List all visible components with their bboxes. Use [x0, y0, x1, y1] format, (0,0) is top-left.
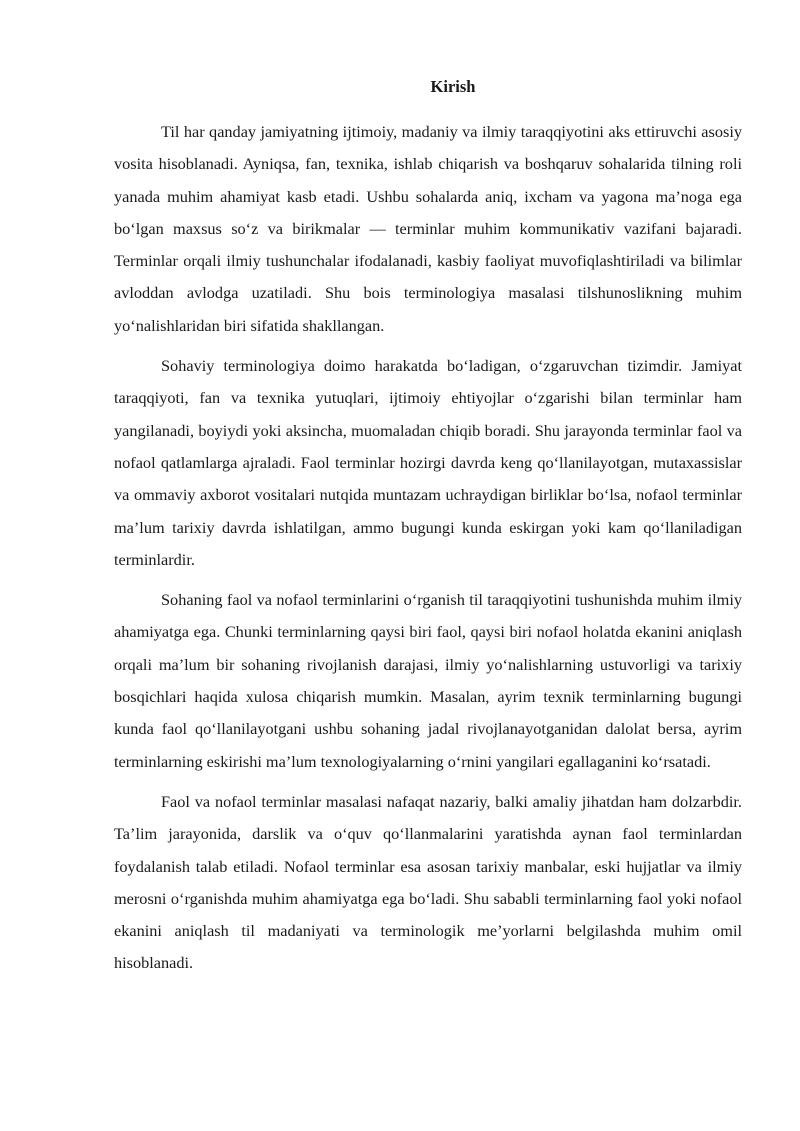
section-title: Kirish: [430, 77, 476, 96]
paragraph-3: Sohaning faol va nofaol terminlarini o‘rganish til taraqqiyotini tushunishda muhim ilmiy ahamiyatga ega. Chunki terminlarning qaysi biri faol, qaysi biri nofaol holatda ekanini aniqlash orqali ma’lum bir sohaning rivojlanish darajasi, ilmiy yo‘nalishlarning ustuvorligi va tarixiy bosqichlari haqida xulosa chiqarish mumkin. Masalan, ayrim texnik terminlarning bugungi kunda faol qo‘llanilayotgani ushbu sohaning jadal rivojlanayotganidan dalolat bersa, ayrim terminlarning eskirishi ma’lum texnologiyalarning o‘rnini yangilari egallaganini ko‘rsatadi.: [114, 590, 742, 771]
paragraph-1: Til har qanday jamiyatning ijtimoiy, madaniy va ilmiy taraqqiyotini aks ettiruvchi asosiy vosita hisoblanadi. Ayniqsa, fan, texnika, ishlab chiqarish va boshqaruv sohalarida tilning roli yanada muhim ahamiyat kasb etadi. Ushbu sohalarda aniq, ixcham va yagona ma’noga ega bo‘lgan maxsus so‘z va birikmalar — terminlar muhim kommunikativ vazifani bajaradi. Terminlar orqali ilmiy tushunchalar ifodalanadi, kasbiy faoliyat muvofiqlashtiriladi va bilimlar avloddan avlodga uzatiladi. Shu bois terminologiya masalasi tilshunoslikning muhim yo‘nalishlaridan biri sifatida shakllangan.: [114, 122, 742, 335]
paragraph-4: Faol va nofaol terminlar masalasi nafaqat nazariy, balki amaliy jihatdan ham dolzarbdir. Ta’lim jarayonida, darslik va o‘quv qo‘llanmalarini yaratishda aynan faol terminlardan foydalanish talab etiladi. Nofaol terminlar esa asosan tarixiy manbalar, eski hujjatlar va ilmiy merosni o‘rganishda muhim ahamiyatga ega bo‘ladi. Shu sababli terminlarning faol yoki nofaol ekanini aniqlash til madaniyati va terminologik me’yorlarni belgilashda muhim omil hisoblanadi.: [114, 791, 742, 973]
paragraph-2: Sohaviy terminologiya doimo harakatda bo‘ladigan, o‘zgaruvchan tizimdir. Jamiyat taraqqiyoti, fan va texnika yutuqlari, ijtimoiy ehtiyojlar o‘zgarishi bilan terminlar ham yangilanadi, boyiydi yoki aksincha, muomaladan chiqib boradi. Shu jarayonda terminlar faol va nofaol qatlamlarga ajraladi. Faol terminlar hozirgi davrda keng qo‘llanilayotgan, mutaxassislar va ommaviy axborot vositalari nutqida muntazam uchraydigan birliklar bo‘lsa, nofaol terminlar ma’lum tarixiy davrda ishlatilgan, ammo bugungi kunda eskirgan yoki kam qo‘llaniladigan terminlardir.: [114, 356, 742, 569]
document-body: [114, 116, 742, 988]
